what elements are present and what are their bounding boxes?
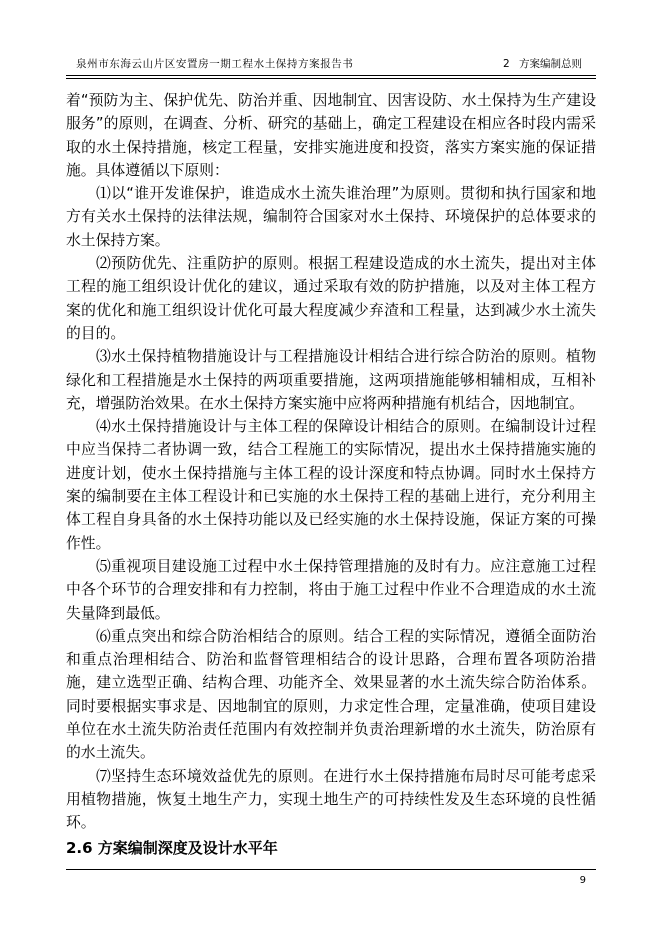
header-section-title: 方案编制总则 <box>519 58 582 70</box>
paragraph-principle-3: ⑶水土保持植物措施设计与工程措施设计相结合进行综合防治的原则。植物绿化和工程措施是水土保持的两项重要措施，这两项措施能够相辅相成，互相补充，增强防治效果。在水土保持方案实施中应将两种措施有机结合，因地制宜。 <box>66 348 596 412</box>
header-section-number: 2 <box>502 58 510 70</box>
paragraph-principle-2: ⑵预防优先、注重防护的原则。根据工程建设造成的水土流失，提出对主体工程的施工组织设计优化的建议，通过采取有效的防护措施，以及对主体工程方案的优化和施工组织设计优化可最大程度减少弃渣和工程量，达到减少水土流失的目的。 <box>66 255 596 342</box>
paragraph-principle-6: ⑹重点突出和综合防治相结合的原则。结合工程的实际情况，遵循全面防治和重点治理相结合、防治和监督管理相结合的设计思路，合理布置各项防治措施，建立选型正确、结构合理、功能齐全、效果显著的水土流失综合防治体系。同时要根据实事求是、因地制宜的原则，力求定性合理，定量准确，使项目建设单位在水土流失防治责任范围内有效控制并负责治理新增的水土流失，防治原有的水土流失。 <box>66 627 596 762</box>
footer-rule <box>66 869 596 870</box>
paragraph-principle-7: ⑺坚持生态环境效益优先的原则。在进行水土保持措施布局时尽可能考虑采用植物措施，恢复土地生产力，实现土地生产的可持续性发及生态环境的良性循环。 <box>66 767 596 832</box>
page-number: 9 <box>579 875 586 886</box>
page-header <box>66 56 596 72</box>
header-rule-lower <box>66 78 596 79</box>
header-report-title: 泉州市东海云山片区安置房一期工程水土保持方案报告书 <box>76 58 354 70</box>
paragraph-intro-continued: 着“预防为主、保护优先、防治并重、因地制宜、因害设防、水土保持为生产建设服务”的原则，在调查、分析、研究的基础上，确定工程建设在相应各时段内需采取的水土保持措施，核定工程量，安排实施进度和投资，落实方案实施的保证措施。具体遵循以下原则： <box>66 92 596 179</box>
paragraph-principle-1: ⑴以“谁开发谁保护，谁造成水土流失谁治理”为原则。贯彻和执行国家和地方有关水土保持的法律法规，编制符合国家对水土保持、环境保护的总体要求的水土保持方案。 <box>66 185 596 249</box>
header-section <box>503 56 582 72</box>
page-body <box>66 89 596 860</box>
header-rule-upper <box>66 75 596 76</box>
paragraph-principle-5: ⑸重视项目建设施工过程中水土保持管理措施的及时有力。应注意施工过程中各个环节的合理安排和有力控制，将由于施工过程中作业不合理造成的水土流失量降到最低。 <box>66 557 596 622</box>
section-heading: 2.6 方案编制深度及设计水平年 <box>66 838 278 857</box>
paragraph-principle-4: ⑷水土保持措施设计与主体工程的保障设计相结合的原则。在编制设计过程中应当保持二者协调一致，结合工程施工的实际情况，提出水土保持措施实施的进度计划，使水土保持措施与主体工程的设计深度和特点协调。同时水土保持方案的编制要在主体工程设计和已实施的水土保持工程的基础上进行，充分利用主体工程自身具备的水土保持功能以及已经实施的水土保持设施，保证方案的可操作性。 <box>66 418 596 552</box>
